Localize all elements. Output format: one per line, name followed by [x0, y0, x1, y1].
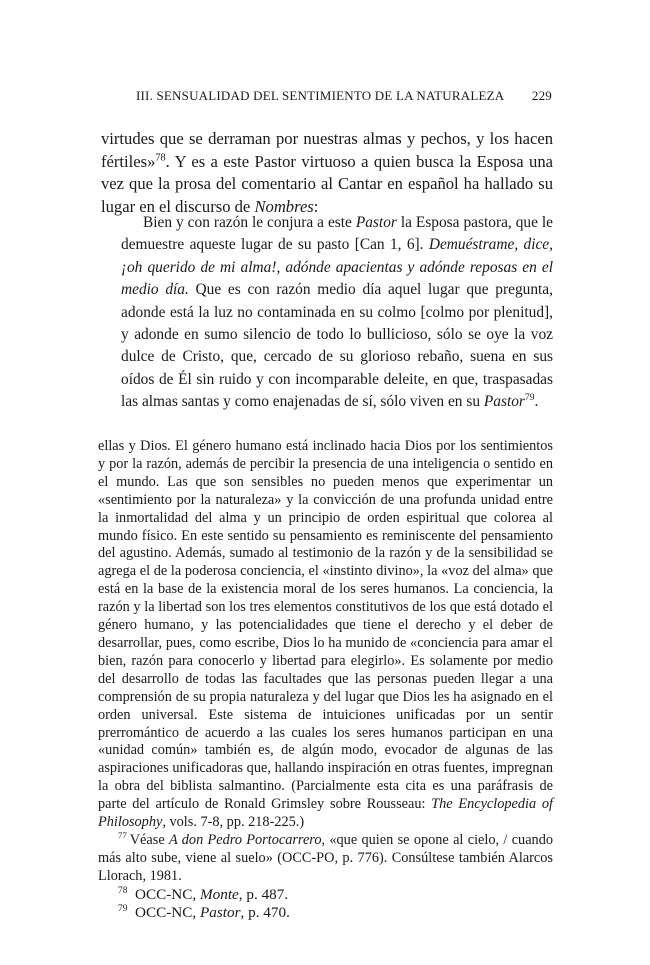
- quote-italic-pastor: Pastor: [355, 214, 397, 231]
- work-title: Pastor: [199, 903, 241, 921]
- work-title: Monte: [199, 885, 239, 903]
- block-quote: [121, 212, 553, 414]
- quote-italic-citation: Demuéstrame, dice, ¡oh querido de mi alma!, adónde apacientas y adónde reposas en el medio día.: [121, 236, 553, 299]
- quote-text-1: Bien y con razón le conjura a este: [143, 214, 356, 231]
- work-title: A don Pedro Portocarrero: [168, 831, 322, 848]
- footnote-text: , «que quien se opone al cielo, / cuando más alto sube, viene al suelo» (OCC-PO, p. 776). Consúltese también Alarcos Llorach, 1981.: [98, 831, 553, 884]
- footnote-78: [98, 886, 553, 904]
- body-text-1: virtudes que se derraman por nuestras almas y pechos, y los hacen fértiles»: [101, 129, 553, 171]
- quote-text-2: la Esposa pastora, que le demuestre aqueste lugar de su pasto [Can 1, 6].: [121, 214, 553, 254]
- work-title-nombres: Nombres: [254, 196, 314, 216]
- page-number: 229: [531, 88, 552, 103]
- footnote-text: OCC-NC,: [135, 885, 200, 903]
- chapter-title: III. SENSUALIDAD DEL SENTIMIENTO DE LA NATURALEZA: [136, 88, 505, 103]
- footnote-ref-79[interactable]: 79: [524, 392, 535, 404]
- footnote-number: 77: [118, 830, 127, 841]
- punctuation: .: [534, 393, 539, 411]
- footnote-77: [98, 832, 553, 886]
- footnote-text: ellas y Dios. El género humano está inclinado hacia Dios por los sentimientos y por la razón, además de percibir la presencia de una inteligencia o sentido en el mundo. Las que son sensibles no pueden menos que experimentar un «sentimiento por la naturaleza» y la convicción de una profunda unidad entre la inmortalidad del alma y un principio de orden espiritual que colorea al mundo físico. En este sentido su pensamiento es reminiscente del pensamiento del agustino. Además, sumado al testimonio de la razón y de la sensibilidad se agrega el de la poderosa conciencia, el «instinto divino», la «voz del alma» que está en la base de la existencia moral de los seres humanos. La conciencia, la razón y la libertad son los tres elementos constitutivos de los que está dotado el género humano, y las potencialidades que tiene el derecho y el deber de desarrollar, pues, como escribe, Dios lo ha munido de «conciencia para amar el bien, razón para conocerlo y libertad para elegirlo». Es solamente por medio del desarrollo de todas las facultades que las personas pueden llegar a una comprensión de su propia naturaleza y del lugar que Dios les ha asignado en el orden universal. Este sistema de intuiciones unificadas por un sentir prerromántico de acuerdo a las cuales los seres humanos participan en una «unidad común» también es, de algún modo, evocador de algunas de las aspiraciones unificadoras que, hallando inspiración en otras fuentes, impregnan la obra del biblista salmantino. (Parcialmente esta cita es una paráfrasis de parte del artículo de Ronald Grimsley sobre Rousseau:: [98, 438, 553, 813]
- footnote-text-end: , vols. 7-8, pp. 218-225.): [162, 814, 305, 831]
- footnote-text: Véase: [129, 831, 169, 848]
- footnote-ref-78[interactable]: 78: [155, 152, 166, 164]
- body-text-2: . Y es a este Pastor virtuoso a quien busca la Esposa una vez que la prosa del comentario al Cantar en español ha hallado su lugar en el discurso de: [101, 151, 553, 216]
- footnote-76-continuation: [98, 438, 553, 832]
- running-head: [136, 88, 552, 104]
- quote-italic-pastor-end: Pastor: [483, 393, 525, 411]
- punctuation: :: [313, 196, 319, 216]
- footnotes: [98, 438, 553, 921]
- footnote-79: [98, 904, 553, 922]
- footnote-text: , p. 470.: [240, 903, 290, 921]
- encyclopedia-title: The Encyclopedia of Philosophy: [98, 796, 553, 831]
- footnote-number: 78: [118, 885, 128, 896]
- footnote-number: 79: [118, 903, 128, 914]
- quote-text-3: Que es con razón medio día aquel lugar que pregunta, adonde está la luz no contaminada en su colmo [colmo por plenitud], y adonde en sumo silencio de todo lo bullicioso, sólo se oye la voz dulce de Cristo, que, cercado de su glorioso rebaño, suena en sus oídos de Él sin ruido y con incomparable deleite, en que, traspasadas las almas santas y como enajenadas de sí, sólo viven en su: [121, 281, 553, 411]
- body-paragraph: [101, 128, 553, 218]
- footnote-text: OCC-NC,: [135, 903, 200, 921]
- footnote-text: , p. 487.: [238, 885, 289, 903]
